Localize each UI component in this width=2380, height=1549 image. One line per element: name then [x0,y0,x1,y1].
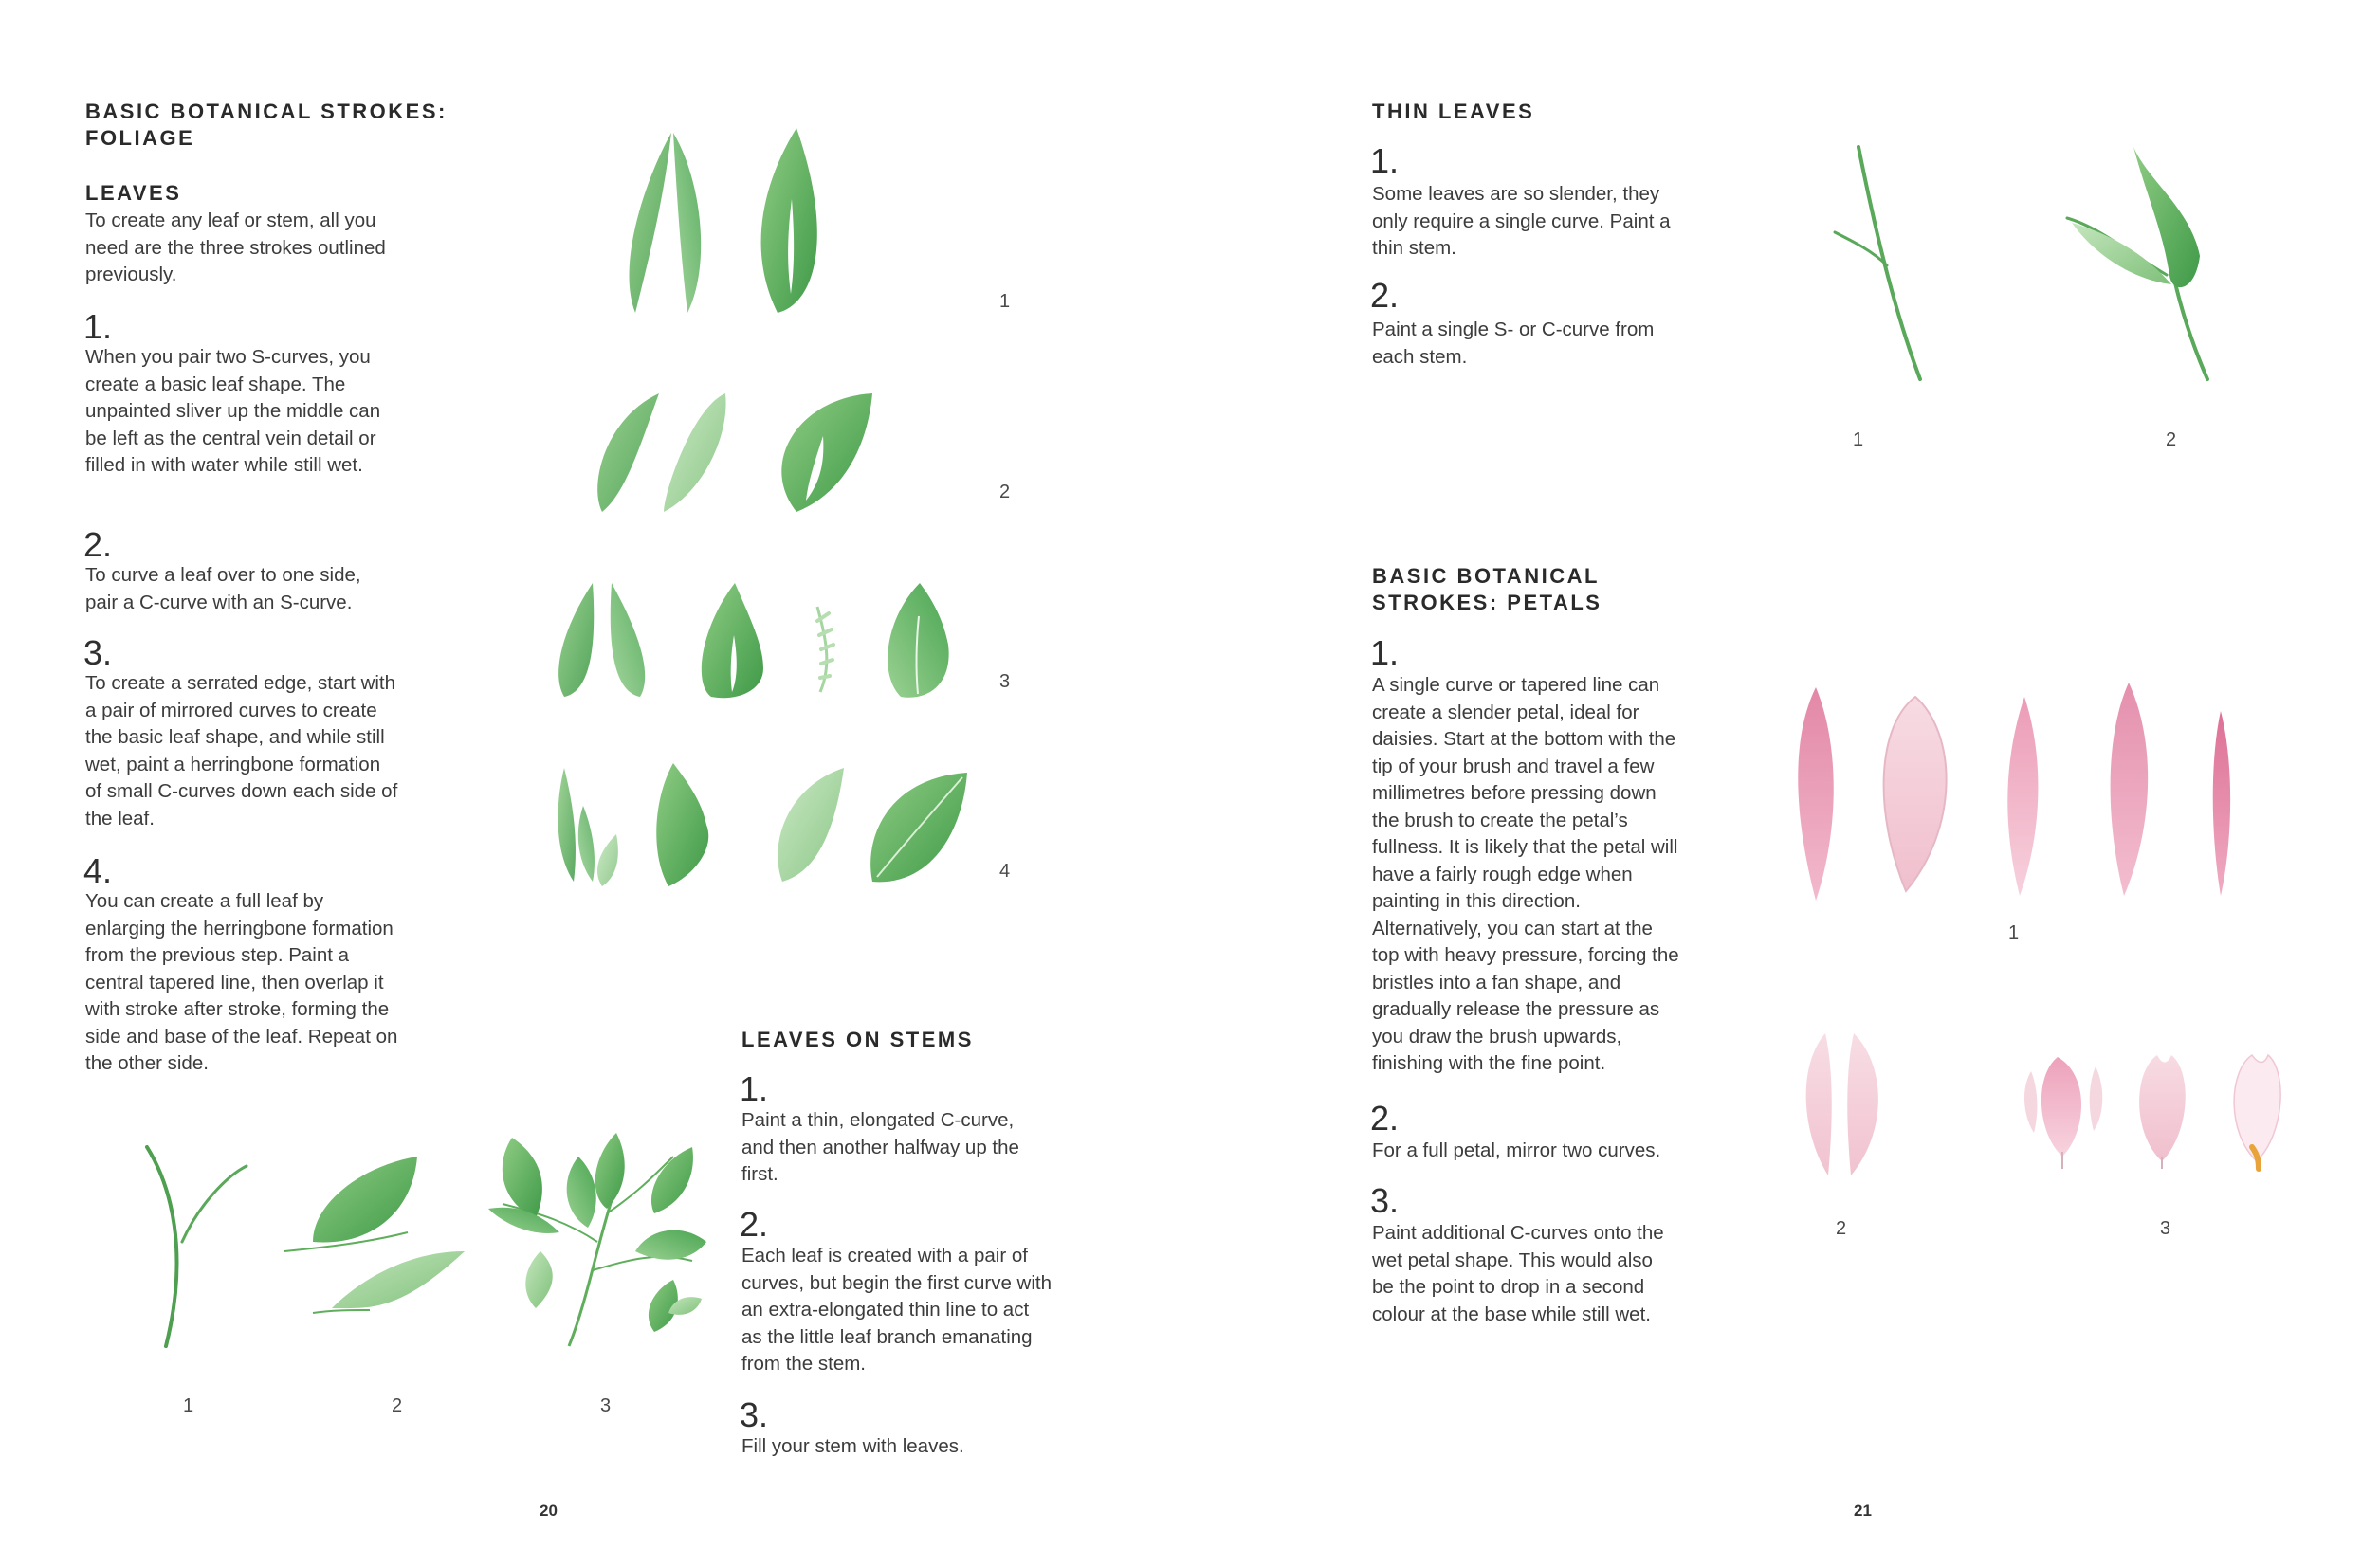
leaf-row-3-illustration [550,578,967,706]
petals-title-line2: STROKES: PETALS [1372,591,1602,614]
stem-figure-label-3: 3 [600,1395,612,1416]
leaf-figure-label-3: 3 [999,671,1011,692]
stem-illustration-1 [133,1128,256,1360]
stems-step-1-number: 1. [740,1069,769,1108]
foliage-title [85,99,448,152]
thin-figure-label-2: 2 [2166,429,2177,450]
leaves-step-4-number: 4. [83,851,113,890]
thin-step-2-number: 2. [1370,276,1400,315]
thin-step-1-text: Some leaves are so slender, they only require a single curve. Paint a thin stem. [1372,183,1671,259]
leaves-step-1-text: When you pair two S-curves, you create a basic leaf shape. The unpainted sliver up the middle can be left as the central vein detail or filled in with water while still wet. [85,346,381,476]
leaf-figure-label-2: 2 [999,482,1011,502]
leaves-step-4-text: You can create a full leaf by enlarging the herringbone formation from the previous step. Paint a central tapered line, then overlap it with stroke after stroke, forming the side and base of the leaf. Repeat on the other side. [85,890,398,1074]
petals-step-1-number: 1. [1370,633,1400,672]
leaf-figure-label-1: 1 [999,291,1011,312]
stems-step-3-number: 3. [740,1395,769,1434]
petal-figure-label-1: 1 [2008,922,2020,943]
leaf-row-2-illustration [588,389,872,526]
leaves-step-2-text: To curve a leaf over to one side, pair a C-curve with an S-curve. [85,564,361,613]
petals-title-line1: BASIC BOTANICAL [1372,564,1600,588]
thin-leaf-illustration-2 [2058,142,2228,393]
leaves-step-2-number: 2. [83,525,113,564]
leaves-step-3-number: 3. [83,633,113,672]
thin-leaves-heading: THIN LEAVES [1372,100,1535,123]
stems-step-3-text: Fill your stem with leaves. [741,1435,964,1457]
leaves-intro: To create any leaf or stem, all you need are the three strokes outlined previously. [85,210,386,285]
leaves-on-stems-heading: LEAVES ON STEMS [741,1028,974,1051]
stem-illustration-3 [484,1128,711,1360]
leaves-heading: LEAVES [85,181,182,205]
petal-row-3-illustration [2020,1048,2304,1175]
leaf-figure-label-4: 4 [999,861,1011,882]
thin-leaf-illustration-1 [1821,142,1934,393]
petals-step-2-number: 2. [1370,1099,1400,1138]
stem-figure-label-2: 2 [392,1395,403,1416]
petal-row-1-illustration [1792,678,2247,910]
stem-figure-label-1: 1 [183,1395,194,1416]
petal-figure-label-2: 2 [1836,1218,1847,1239]
petal-figure-label-3: 3 [2160,1218,2171,1239]
leaves-step-3-text: To create a serrated edge, start with a pair of mirrored curves to create the basic leaf shape, and while still wet, paint a herringbone formation of small C-curves down each side of the leaf. [85,672,398,829]
petals-step-1-text: A single curve or tapered line can create a slender petal, ideal for daisies. Start at the bottom with the tip of your brush and travel a few millimetres before pressing down the brush to create the petal’s fullness. It is likely that the petal will have a fairly rough edge when painting in this direction. Alternatively, you can start at the top with heavy pressure, forcing the bristles into a fan shape, and gradually release the pressure as you draw the brush upwards, finishing with the fine point. [1372,674,1679,1074]
leaf-row-1-illustration [597,123,863,327]
page-number-right: 21 [1854,1502,1872,1520]
page-number-left: 20 [540,1502,558,1520]
leaf-row-4-illustration [550,758,977,896]
petals-step-2-text: For a full petal, mirror two curves. [1372,1139,1661,1161]
foliage-title-line2: FOLIAGE [85,126,195,150]
stems-step-2-number: 2. [740,1205,769,1244]
stems-step-1-text: Paint a thin, elongated C-curve, and then another halfway up the first. [741,1109,1019,1185]
petals-step-3-number: 3. [1370,1181,1400,1220]
stem-illustration-2 [275,1147,484,1341]
thin-step-1-number: 1. [1370,141,1400,180]
petal-row-2-illustration [1792,1029,1906,1185]
foliage-title-line1: BASIC BOTANICAL STROKES: [85,100,448,123]
leaves-step-1-number: 1. [83,307,113,346]
thin-step-2-text: Paint a single S- or C-curve from each stem. [1372,319,1655,368]
petals-title [1372,563,1602,616]
petals-step-3-text: Paint additional C-curves onto the wet petal shape. This would also be the point to drop in a second colour at the base while still wet. [1372,1222,1664,1325]
stems-step-2-text: Each leaf is created with a pair of curves, but begin the first curve with an extra-elongated thin line to act as the little leaf branch emanating from the stem. [741,1245,1053,1375]
thin-figure-label-1: 1 [1853,429,1864,450]
